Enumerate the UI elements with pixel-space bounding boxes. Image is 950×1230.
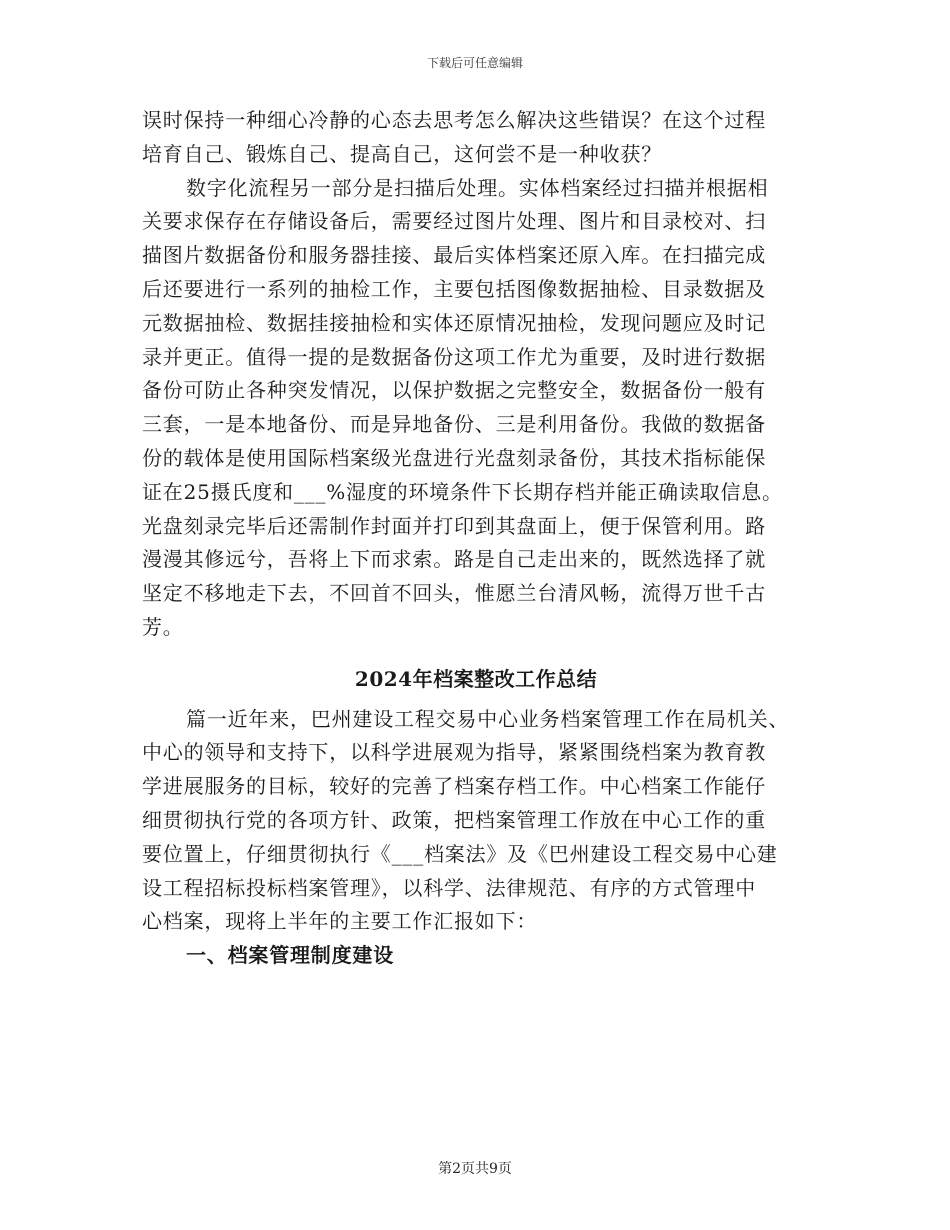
text-line: 细贯彻执行党的各项方针、政策，把档案管理工作放在中心工作的重 — [142, 807, 766, 832]
text-line: 证在25摄氏度和___%湿度的环境条件下长期存档并能正确读取信息。 — [142, 479, 783, 504]
text-line: 芳。 — [142, 614, 184, 639]
text-line: 中心的领导和支持下，以科学进展观为指导，紧紧围绕档案为教育教 — [142, 740, 766, 765]
text-line: 描图片数据备份和服务器挂接、最后实体档案还原入库。在扫描完成 — [142, 243, 766, 268]
paragraph-summary — [142, 703, 810, 940]
text-line: 光盘刻录完毕后还需制作封面并打印到其盘面上，便于保管利用。路 — [142, 513, 766, 538]
text-line: 关要求保存在存储设备后，需要经过图片处理、图片和目录校对、扫 — [142, 209, 766, 234]
text-line: 后还要进行一系列的抽检工作，主要包括图像数据抽检、目录数据及 — [142, 276, 766, 301]
text-line: 心档案，现将上半年的主要工作汇报如下： — [142, 909, 538, 934]
text-line: 培育自己、锻炼自己、提高自己，这何尝不是一种收获？ — [142, 141, 662, 166]
text-line: 篇一近年来，巴州建设工程交易中心业务档案管理工作在局机关、 — [186, 706, 790, 731]
text-line: 份的载体是使用国际档案级光盘进行光盘刻录备份，其技术指标能保 — [142, 445, 766, 470]
text-line: 数字化流程另一部分是扫描后处理。实体档案经过扫描并根据相 — [186, 175, 769, 200]
text-line: 录并更正。值得一提的是数据备份这项工作尤为重要，及时进行数据 — [142, 344, 766, 369]
page-header: 下载后可任意编辑 — [426, 56, 523, 70]
text-line: 元数据抽检、数据挂接抽检和实体还原情况抽检，发现问题应及时记 — [142, 310, 766, 335]
text-line: 设工程招标投标档案管理》，以科学、法律规范、有序的方式管理中 — [142, 875, 756, 900]
paragraph-digitization — [142, 172, 810, 645]
document-title: 2024年档案整改工作总结 — [354, 666, 598, 691]
paragraph-continuation — [142, 104, 810, 172]
text-line: 要位置上，仔细贯彻执行《___档案法》及《巴州建设工程交易中心建 — [142, 841, 778, 866]
text-line: 坚定不移地走下去，不回首不回头，惟愿兰台清风畅，流得万世千古 — [142, 581, 766, 606]
document-body — [142, 104, 810, 973]
text-line: 备份可防止各种突发情况，以保护数据之完整安全，数据备份一般有 — [142, 378, 766, 403]
section-heading: 一、档案管理制度建设 — [186, 943, 394, 968]
text-line: 三套，一是本地备份、而是异地备份、三是利用备份。我做的数据备 — [142, 412, 766, 437]
text-line: 误时保持一种细心冷静的心态去思考怎么解决这些错误？在这个过程 — [142, 108, 766, 132]
page-footer: 第2页共9页 — [438, 1161, 512, 1177]
text-line: 漫漫其修远兮，吾将上下而求索。路是自己走出来的，既然选择了就 — [142, 547, 766, 572]
text-line: 学进展服务的目标，较好的完善了档案存档工作。中心档案工作能仔 — [142, 774, 766, 799]
